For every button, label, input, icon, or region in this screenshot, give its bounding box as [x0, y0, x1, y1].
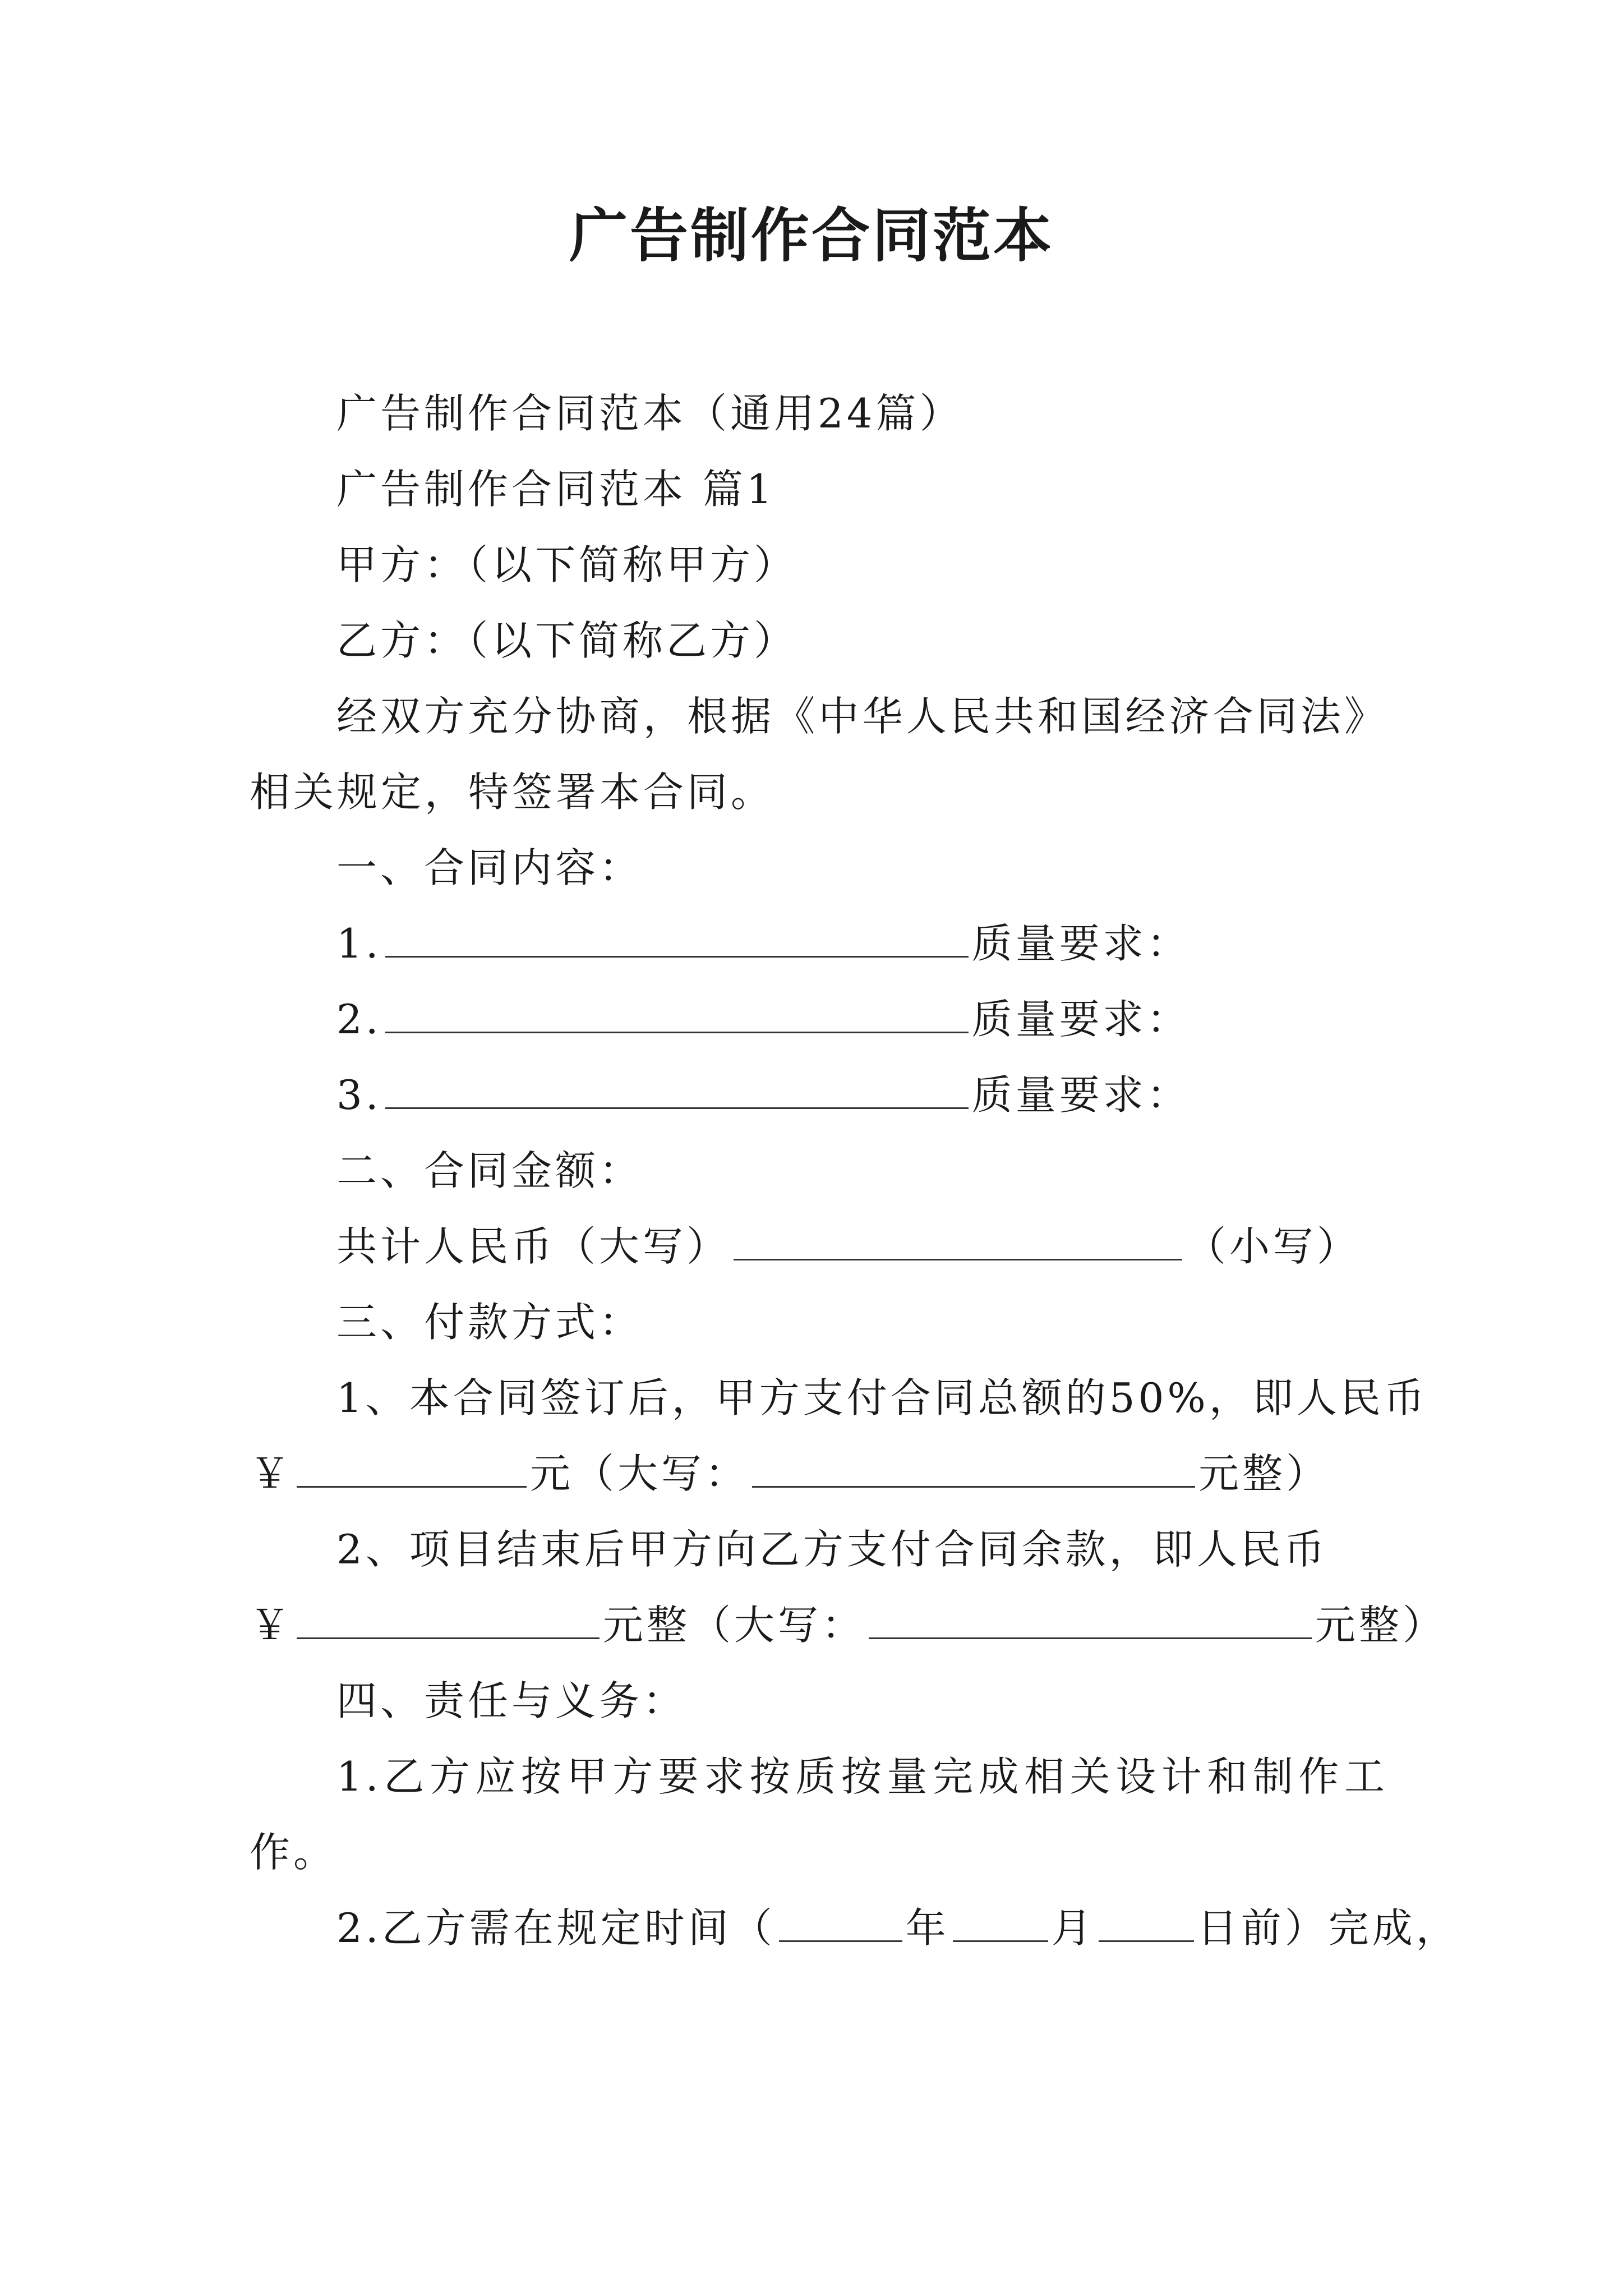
- contract-item-blank: [385, 923, 969, 958]
- month-label: 月: [1051, 1904, 1095, 1952]
- payment-2-line-a: 2、项目结束后甲方向乙方支付合同余款，即人民币: [336, 1526, 1328, 1573]
- duty-2-line: [250, 1890, 1460, 1966]
- year-label: 年: [905, 1904, 949, 1952]
- contract-item-blank: [385, 1075, 969, 1109]
- currency-symbol: ￥: [250, 1602, 294, 1649]
- section-4-title: 四、责任与义务：: [336, 1677, 687, 1724]
- contract-item-1: [250, 906, 1388, 982]
- party-a-line: 甲方：（以下简称甲方）: [336, 541, 798, 588]
- year-blank: [779, 1908, 902, 1942]
- payment-2-line-b: [250, 1588, 1447, 1663]
- amount-blank: [734, 1226, 1182, 1260]
- currency-symbol: ￥: [250, 1450, 294, 1497]
- section-2-title: 二、合同金额：: [336, 1147, 643, 1194]
- payment-2-mid: 元整（大写：: [603, 1602, 866, 1649]
- payment-2-end: 元整）: [1315, 1602, 1447, 1649]
- section-3-title: 三、付款方式：: [336, 1299, 643, 1346]
- contract-item-2: [250, 982, 1388, 1057]
- intro-heading: 广告制作合同范本（通用24篇）: [336, 390, 963, 437]
- payment-1-figure-blank: [297, 1453, 527, 1488]
- payment-2-words-blank: [869, 1605, 1312, 1639]
- day-label: 日前）完成，: [1197, 1904, 1460, 1952]
- payment-1-mid: 元（大写：: [530, 1450, 749, 1497]
- document-title: 广告制作合同范本: [569, 201, 1054, 270]
- duty-1-paragraph: 1.乙方应按甲方要求按质按量完成相关设计和制作工作。: [250, 1753, 1388, 1876]
- contract-item-number: 1.: [336, 920, 382, 967]
- document-body: [250, 376, 1460, 1966]
- amount-line: [250, 1209, 1388, 1285]
- payment-1-line-a: 1、本合同签订后，甲方支付合同总额的50%，即人民币: [336, 1374, 1428, 1421]
- amount-prefix: 共计人民币（大写）: [336, 1223, 731, 1270]
- contract-item-number: 3.: [336, 1071, 382, 1119]
- contract-item-3: [250, 1057, 1388, 1133]
- article-heading: 广告制作合同范本 篇1: [336, 466, 776, 513]
- contract-item-suffix: 质量要求：: [971, 1071, 1191, 1119]
- contract-item-suffix: 质量要求：: [971, 920, 1191, 967]
- contract-item-blank: [385, 999, 969, 1033]
- contract-item-suffix: 质量要求：: [971, 996, 1191, 1043]
- day-blank: [1099, 1908, 1194, 1942]
- section-1-title: 一、合同内容：: [336, 844, 643, 891]
- payment-2-figure-blank: [297, 1605, 600, 1639]
- month-blank: [953, 1908, 1048, 1942]
- contract-item-number: 2.: [336, 996, 382, 1043]
- payment-1-words-blank: [752, 1453, 1195, 1488]
- preamble-paragraph: 经双方充分协商，根据《中华人民共和国经济合同法》相关规定，特签署本合同。: [250, 693, 1388, 816]
- party-b-line: 乙方：（以下简称乙方）: [336, 617, 798, 664]
- payment-1-line-b: [250, 1436, 1388, 1512]
- payment-1-end: 元整）: [1198, 1450, 1330, 1497]
- amount-suffix: （小写）: [1186, 1223, 1361, 1270]
- duty-2-prefix: 2.乙方需在规定时间（: [336, 1904, 776, 1952]
